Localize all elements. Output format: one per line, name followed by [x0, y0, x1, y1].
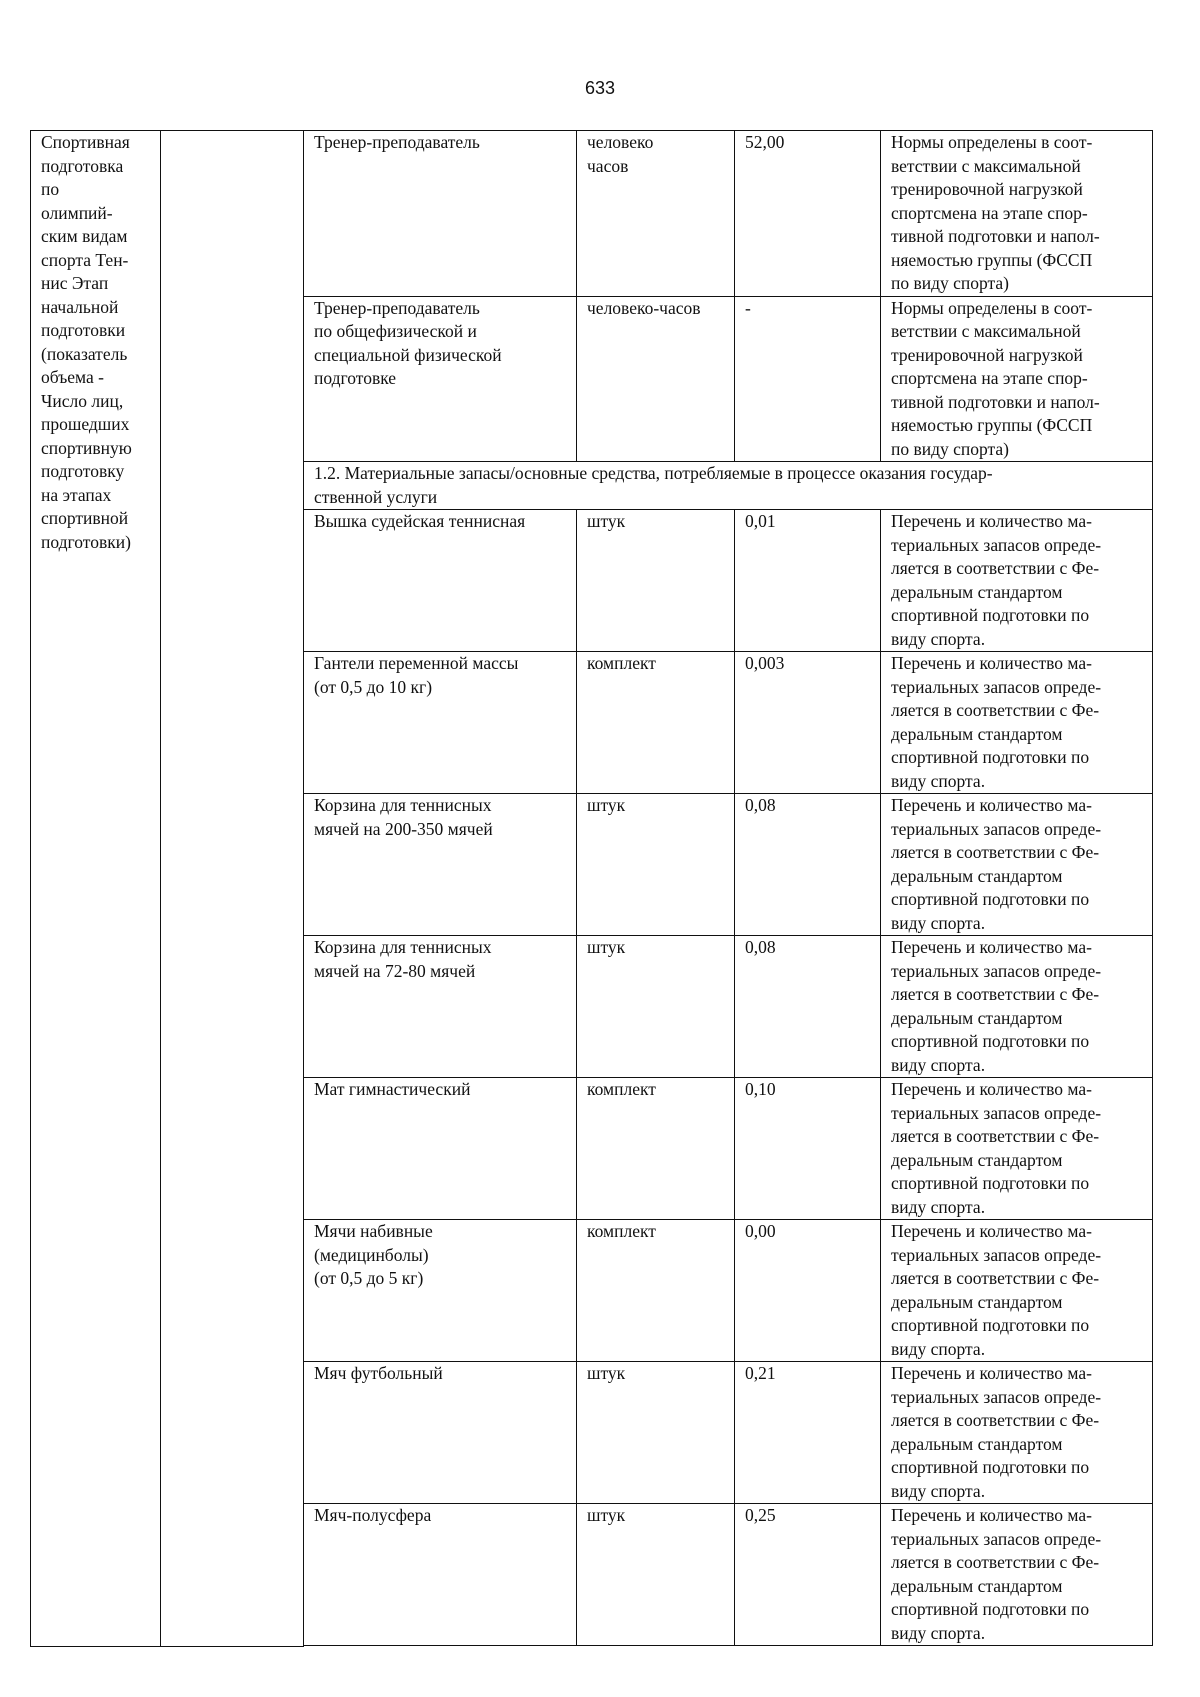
value-cell: 0,08 — [735, 936, 881, 1078]
note-cell: Перечень и количество ма- териальных запасов опреде- ляется в соответствии с Фе- деральным стандартом спортивной подготовки по виду спорта. — [881, 1220, 1153, 1362]
value-cell: 0,10 — [735, 1078, 881, 1220]
resource-name-cell: Тренер-преподаватель по общефизической и специальной физической подготовке — [304, 296, 577, 462]
resource-name-cell: Корзина для теннисных мячей на 200-350 мячей — [304, 794, 577, 936]
resource-name-cell: Мяч-полусфера — [304, 1504, 577, 1646]
unit-cell: комплект — [577, 1078, 735, 1220]
note-cell: Перечень и количество ма- териальных запасов опреде- ляется в соответствии с Фе- деральным стандартом спортивной подготовки по виду спорта. — [881, 1078, 1153, 1220]
unit-cell: комплект — [577, 1220, 735, 1362]
unit-cell: человеко-часов — [577, 296, 735, 462]
spacer-cell — [304, 1646, 1153, 1647]
unit-cell: комплект — [577, 652, 735, 794]
note-cell: Перечень и количество ма- териальных запасов опреде- ляется в соответствии с Фе- деральным стандартом спортивной подготовки по виду спорта. — [881, 1504, 1153, 1646]
unit-cell: штук — [577, 936, 735, 1078]
value-cell: 0,01 — [735, 510, 881, 652]
unit-cell: штук — [577, 1362, 735, 1504]
note-cell: Нормы определены в соот- ветствии с максимальной тренировочной нагрузкой спортсмена на этапе спор- тивной подготовки и напол- няемостью группы (ФССП по виду спорта) — [881, 296, 1153, 462]
unit-cell: штук — [577, 794, 735, 936]
resource-name-cell: Мат гимнастический — [304, 1078, 577, 1220]
value-cell: 0,21 — [735, 1362, 881, 1504]
note-cell: Перечень и количество ма- териальных запасов опреде- ляется в соответствии с Фе- деральным стандартом спортивной подготовки по виду спорта. — [881, 510, 1153, 652]
unit-cell: штук — [577, 1504, 735, 1646]
resource-name-cell: Мяч футбольный — [304, 1362, 577, 1504]
note-cell: Перечень и количество ма- териальных запасов опреде- ляется в соответствии с Фе- деральным стандартом спортивной подготовки по виду спорта. — [881, 652, 1153, 794]
service-name-cell: Спортивная подготовка по олимпий- ским видам спорта Тен- нис Этап начальной подготовки (показатель объема - Число лиц, прошедших спортивную подготовку на этапах спортивной подготовки) — [31, 131, 161, 1647]
note-cell: Перечень и количество ма- териальных запасов опреде- ляется в соответствии с Фе- деральным стандартом спортивной подготовки по виду спорта. — [881, 794, 1153, 936]
value-cell: 0,003 — [735, 652, 881, 794]
norms-table — [30, 130, 1153, 1647]
unit-cell: штук — [577, 510, 735, 652]
resource-name-cell: Тренер-преподаватель — [304, 131, 577, 297]
note-cell: Нормы определены в соот- ветствии с максимальной тренировочной нагрузкой спортсмена на этапе спор- тивной подготовки и напол- няемостью группы (ФССП по виду спорта) — [881, 131, 1153, 297]
value-cell: 0,08 — [735, 794, 881, 936]
resource-name-cell: Корзина для теннисных мячей на 72-80 мячей — [304, 936, 577, 1078]
value-cell: 52,00 — [735, 131, 881, 297]
value-cell: 0,00 — [735, 1220, 881, 1362]
page-number: 633 — [584, 78, 616, 98]
empty-column-cell — [161, 131, 304, 1647]
resource-name-cell: Гантели переменной массы (от 0,5 до 10 кг) — [304, 652, 577, 794]
note-cell: Перечень и количество ма- териальных запасов опреде- ляется в соответствии с Фе- деральным стандартом спортивной подготовки по виду спорта. — [881, 1362, 1153, 1504]
resource-name-cell: Мячи набивные (медицинболы) (от 0,5 до 5 кг) — [304, 1220, 577, 1362]
section-heading: 1.2. Материальные запасы/основные средства, потребляемые в процессе оказания государ- ственной услуги — [304, 462, 1153, 510]
note-cell: Перечень и количество ма- териальных запасов опреде- ляется в соответствии с Фе- деральным стандартом спортивной подготовки по виду спорта. — [881, 936, 1153, 1078]
table-row — [31, 131, 1153, 297]
value-cell: 0,25 — [735, 1504, 881, 1646]
unit-cell: человеко часов — [577, 131, 735, 297]
value-cell: - — [735, 296, 881, 462]
resource-name-cell: Вышка судейская теннисная — [304, 510, 577, 652]
